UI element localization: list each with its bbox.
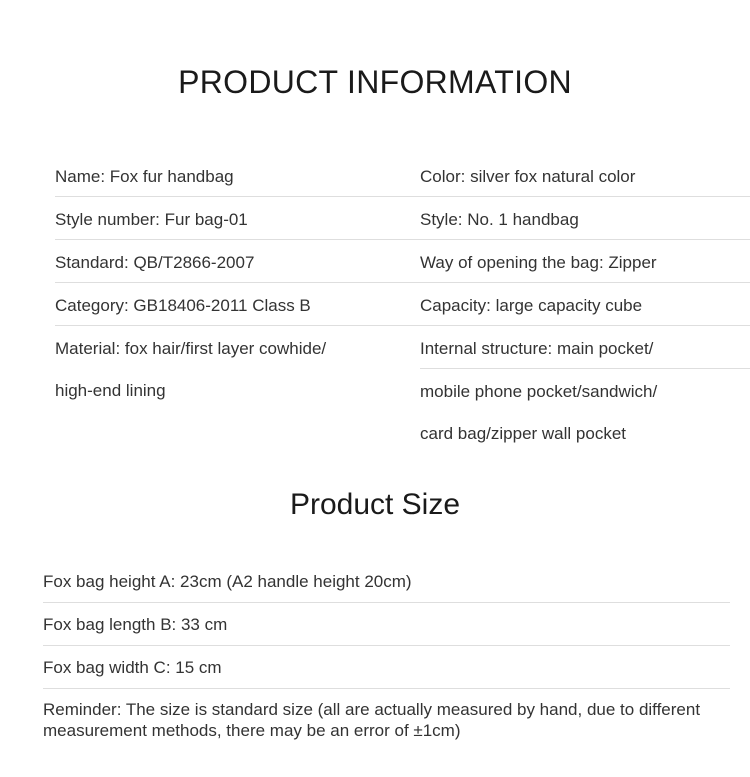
size-width: Fox bag width C: 15 cm — [43, 646, 730, 689]
info-color: Color: silver fox natural color — [420, 154, 750, 197]
info-material: Material: fox hair/first layer cowhide/ — [55, 339, 327, 358]
info-material-cont: high-end lining — [55, 381, 166, 400]
info-style-number: Style number: Fur bag-01 — [55, 197, 420, 240]
product-size-title: Product Size — [289, 488, 461, 521]
info-style: Style: No. 1 handbag — [420, 197, 750, 240]
info-internal-structure-cont-2: card bag/zipper wall pocket — [420, 424, 627, 443]
info-column-left — [55, 154, 365, 410]
size-height: Fox bag height A: 23cm (A2 handle height 20cm) — [43, 560, 730, 603]
info-opening: Way of opening the bag: Zipper — [420, 240, 750, 283]
info-internal-structure: Internal structure: main pocket/ — [420, 326, 750, 369]
info-standard: Standard: QB/T2866-2007 — [55, 240, 420, 283]
info-name: Name: Fox fur handbag — [55, 154, 420, 197]
size-reminder: Reminder: The size is standard size (all are actually measured by hand, due to different measurement methods, there may be an error of ±1cm) — [43, 700, 701, 740]
size-length: Fox bag length B: 33 cm — [43, 603, 730, 646]
info-capacity: Capacity: large capacity cube — [420, 283, 750, 326]
info-column-right — [420, 154, 730, 453]
size-list — [43, 560, 730, 741]
info-category: Category: GB18406-2011 Class B — [55, 283, 420, 326]
info-internal-structure-cont-1: mobile phone pocket/sandwich/ — [420, 382, 658, 401]
product-information-title: PRODUCT INFORMATION — [178, 64, 572, 100]
